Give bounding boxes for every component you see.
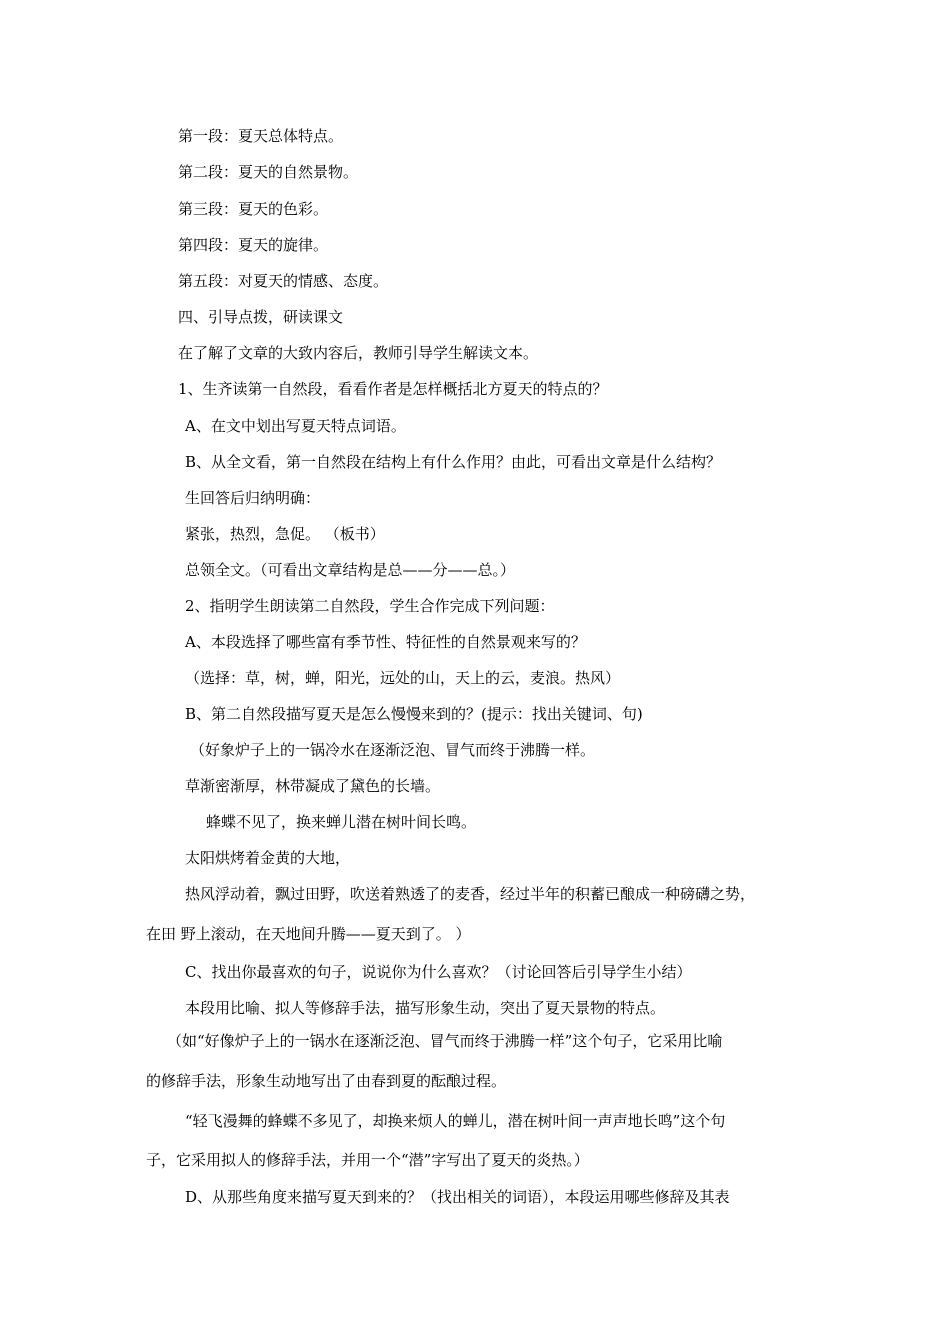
text-line: 本段用比喻、拟人等修辞手法，描写形象生动，突出了夏天景物的特点。 <box>185 999 666 1017</box>
text-line: 的修辞手法，形象生动地写出了由春到夏的酝酿过程。 <box>146 1072 507 1090</box>
text-line: 第三段：夏天的色彩。 <box>178 200 329 218</box>
text-line: C、找出你最喜欢的句子，说说你为什么喜欢？（讨论回答后引导学生小结） <box>185 963 692 981</box>
text-line: 子，它采用拟人的修辞手法，并用一个“潜”字写出了夏天的炎热。） <box>146 1151 589 1169</box>
text-line: A、在文中划出写夏天特点词语。 <box>185 417 406 435</box>
text-line: A、本段选择了哪些富有季节性、特征性的自然景观来写的？ <box>185 633 586 651</box>
text-line: B、第二自然段描写夏天是怎么慢慢来到的？(提示：找出关键词、句) <box>185 705 643 723</box>
text-line: 第一段：夏天总体特点。 <box>178 127 344 145</box>
text-line: 2、指明学生朗读第二自然段，学生合作完成下列问题： <box>185 597 555 615</box>
text-line: 总领全文。（可看出文章结构是总——分——总。） <box>185 561 516 579</box>
text-line: 1、生齐读第一自然段，看看作者是怎样概括北方夏天的特点的？ <box>178 380 608 398</box>
text-line: 草渐密渐厚，林带凝成了黛色的长墙。 <box>185 777 441 795</box>
text-line: （好象炉子上的一锅冷水在逐渐泛泡、冒气而终于沸腾一样。 <box>190 741 596 759</box>
text-line: 在了解了文章的大致内容后，教师引导学生解读文本。 <box>178 344 539 362</box>
text-line: “轻飞漫舞的蜂蝶不多见了，却换来烦人的蝉儿，潜在树叶间一声声地长鸣”这个句 <box>185 1112 726 1130</box>
text-line: 太阳烘烤着金黄的大地， <box>185 849 351 867</box>
text-line: 第四段：夏天的旋律。 <box>178 236 329 254</box>
text-line: 紧张，热烈，急促。 （板书） <box>185 525 385 543</box>
text-line: B、从全文看，第一自然段在结构上有什么作用？由此，可看出文章是什么结构？ <box>185 453 722 471</box>
text-line: D、从那些角度来描写夏天到来的？（找出相关的词语），本段运用哪些修辞及其表 <box>185 1188 730 1206</box>
text-line: 第五段：对夏天的情感、态度。 <box>178 272 389 290</box>
section-heading: 四、引导点拨，研读课文 <box>178 308 344 326</box>
text-line: （如“好像炉子上的一锅水在逐渐泛泡、冒气而终于沸腾一样”这个句子，它采用比喻 <box>167 1032 723 1050</box>
text-line: 生回答后归纳明确： <box>185 489 321 507</box>
text-line: 热风浮动着，飘过田野，吹送着熟透了的麦香，经过半年的积蓄已酿成一种磅礴之势， <box>185 885 756 903</box>
text-line: 第二段：夏天的自然景物。 <box>178 163 359 181</box>
text-line: 蜂蝶不见了，换来蝉儿潜在树叶间长鸣。 <box>206 813 477 831</box>
text-line: （选择：草，树，蝉，阳光，远处的山，天上的云，麦浪。热风） <box>185 669 621 687</box>
text-line: 在田 野上滚动，在天地间升腾——夏天到了。 ） <box>146 925 471 943</box>
